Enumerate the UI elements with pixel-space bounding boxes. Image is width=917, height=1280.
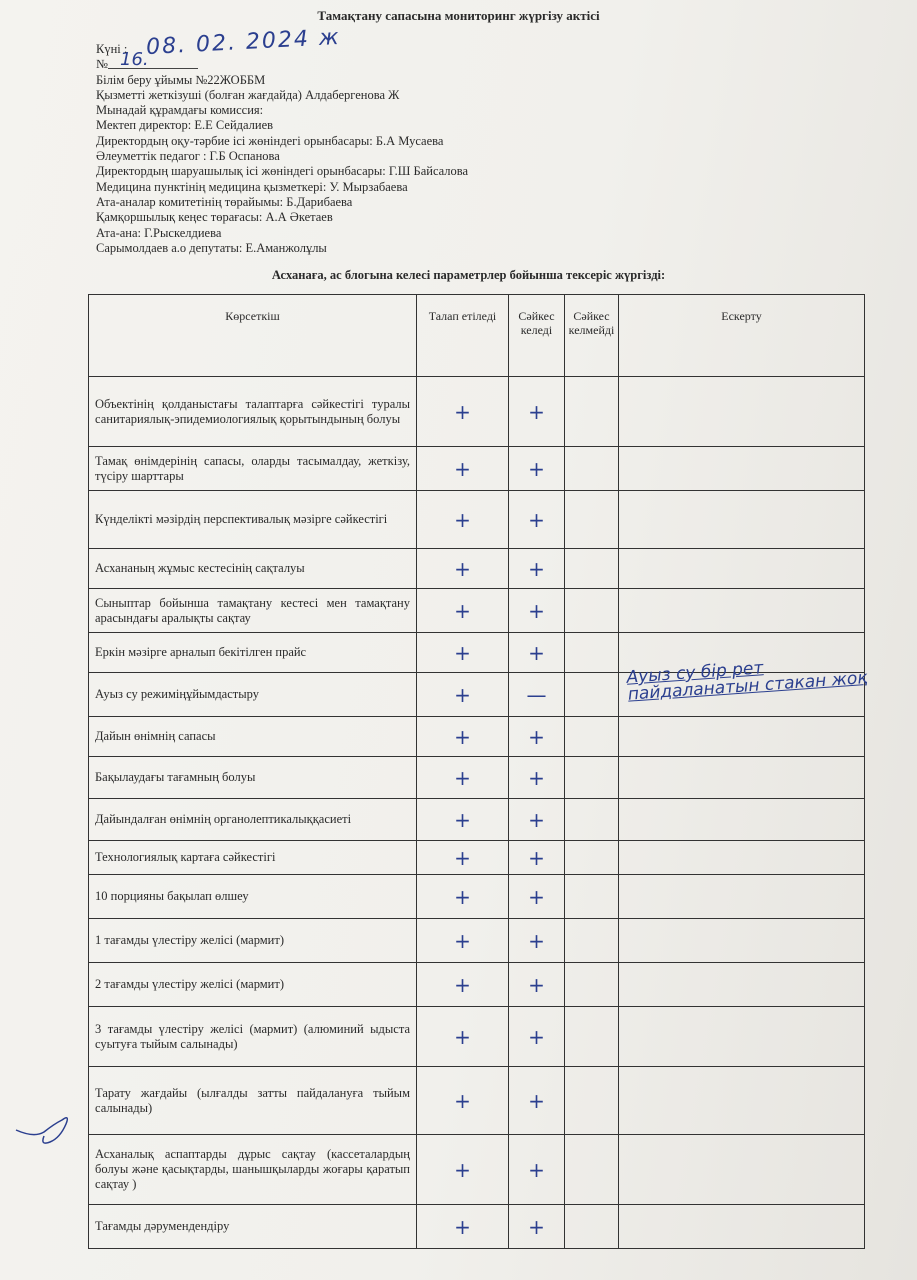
note-cell	[619, 963, 865, 1007]
number-label: №	[96, 57, 108, 72]
noncompliant-mark-cell	[565, 589, 619, 633]
date-label: Күні :	[96, 42, 128, 56]
info-line: Ата-аналар комитетінің төрайымы: Б.Дарибаева	[96, 194, 353, 209]
table-row	[89, 1205, 865, 1249]
required-mark-cell: +	[417, 1135, 509, 1205]
inspection-subtitle: Асханаға, ас блогына келесі параметрлер бойынша тексеріс жүргізді:	[271, 268, 666, 282]
note-cell	[619, 757, 865, 799]
noncompliant-mark-cell	[565, 841, 619, 875]
compliant-mark-cell: +	[509, 757, 565, 799]
required-mark-cell: +	[417, 717, 509, 757]
noncompliant-mark-cell	[565, 491, 619, 549]
info-line: Ата-ана: Г.Рыскелдиева	[96, 225, 222, 240]
note-cell	[619, 1067, 865, 1135]
table-row	[89, 673, 865, 717]
required-mark-cell: +	[417, 377, 509, 447]
note-cell	[619, 799, 865, 841]
required-mark-cell: +	[417, 549, 509, 589]
noncompliant-mark-cell	[565, 1135, 619, 1205]
note-cell	[619, 491, 865, 549]
required-mark-cell: +	[417, 841, 509, 875]
required-mark-cell: +	[417, 1205, 509, 1249]
handwritten-number: 16.	[120, 49, 149, 70]
compliant-mark-cell: +	[509, 1007, 565, 1067]
compliant-mark-cell: +	[509, 377, 565, 447]
compliant-mark-cell: +	[509, 549, 565, 589]
table-row	[89, 1135, 865, 1205]
indicator-cell: Тағамды дәрумендендіру	[89, 1205, 417, 1249]
table-row	[89, 875, 865, 919]
info-line: Қызметті жеткізуші (болған жағдайда) Алдабергенова Ж	[96, 87, 400, 102]
noncompliant-mark-cell	[565, 1007, 619, 1067]
noncompliant-mark-cell	[565, 447, 619, 491]
indicator-cell: Тамақ өнімдерінің сапасы, оларды тасымалдау, жеткізу, түсіру шарттары	[89, 447, 417, 491]
note-cell	[619, 1205, 865, 1249]
compliant-mark-cell: +	[509, 919, 565, 963]
header-info	[96, 42, 468, 256]
compliant-mark-cell: +	[509, 589, 565, 633]
indicator-cell: Ауыз су режиміңұйымдастыру	[89, 673, 417, 717]
compliant-mark-cell: +	[509, 841, 565, 875]
header-note: Ескерту	[619, 295, 865, 377]
noncompliant-mark-cell	[565, 1067, 619, 1135]
indicator-cell: Еркін мәзірге арналып бекітілген прайс	[89, 633, 417, 673]
info-line: Білім беру ұйымы №22ЖОББМ	[96, 72, 266, 87]
table-header-row	[89, 295, 865, 377]
noncompliant-mark-cell	[565, 799, 619, 841]
table-row	[89, 799, 865, 841]
note-cell	[619, 717, 865, 757]
compliant-mark-cell: +	[509, 1205, 565, 1249]
handwritten-note: Ауыз су бір рет пайдаланатын стакан жоқ	[625, 658, 869, 705]
compliant-mark-cell: +	[509, 633, 565, 673]
indicator-cell: Бақылаудағы тағамның болуы	[89, 757, 417, 799]
compliant-mark-cell: +	[509, 491, 565, 549]
required-mark-cell: +	[417, 1007, 509, 1067]
info-line: Әлеуметтік педагог : Г.Б Оспанова	[96, 149, 280, 164]
compliant-mark-cell: +	[509, 447, 565, 491]
noncompliant-mark-cell	[565, 1205, 619, 1249]
noncompliant-mark-cell	[565, 377, 619, 447]
indicator-cell: 3 тағамды үлестіру желісі (мармит) (алюминий ыдыста суытуға тыйым салынады)	[89, 1007, 417, 1067]
table-row	[89, 549, 865, 589]
required-mark-cell: +	[417, 1067, 509, 1135]
inspection-table	[88, 294, 869, 1249]
noncompliant-mark-cell	[565, 919, 619, 963]
info-line: Мектеп директор: Е.Е Сейдалиев	[96, 118, 274, 133]
indicator-cell: 2 тағамды үлестіру желісі (мармит)	[89, 963, 417, 1007]
noncompliant-mark-cell	[565, 549, 619, 589]
indicator-cell: 10 порцияны бақылап өлшеу	[89, 875, 417, 919]
header-indicator: Көрсеткіш	[89, 295, 417, 377]
compliant-mark-cell: +	[509, 963, 565, 1007]
header-noncompliant: Сәйкес келмейді	[565, 295, 619, 377]
indicator-cell: Асхананың жұмыс кестесінің сақталуы	[89, 549, 417, 589]
compliant-mark-cell: +	[509, 717, 565, 757]
table-row	[89, 1007, 865, 1067]
note-cell	[619, 377, 865, 447]
required-mark-cell: +	[417, 633, 509, 673]
indicator-cell: Сыныптар бойынша тамақтану кестесі мен тамақтану арасындағы аралықты сақтау	[89, 589, 417, 633]
table-row	[89, 717, 865, 757]
compliant-mark-cell: +	[509, 799, 565, 841]
required-mark-cell: +	[417, 875, 509, 919]
required-mark-cell: +	[417, 799, 509, 841]
table-row	[89, 757, 865, 799]
indicator-cell: Дайындалған өнімнің органолептикалыққасиеті	[89, 799, 417, 841]
note-cell	[619, 875, 865, 919]
handwritten-date: 08. 02. 2024 ж	[145, 24, 342, 61]
note-cell	[619, 841, 865, 875]
noncompliant-mark-cell	[565, 875, 619, 919]
required-mark-cell: +	[417, 757, 509, 799]
note-cell	[619, 1007, 865, 1067]
indicator-cell: Асханалық аспаптарды дұрыс сақтау (кассеталардың болуы және қасықтарды, шанышқыларды жоғары қаратып сақтау )	[89, 1135, 417, 1205]
required-mark-cell: +	[417, 919, 509, 963]
noncompliant-mark-cell	[565, 633, 619, 673]
info-line: Директордың оқу-тәрбие ісі жөніндегі орынбасары: Б.А Мусаева	[96, 133, 444, 148]
noncompliant-mark-cell	[565, 717, 619, 757]
indicator-cell: Дайын өнімнің сапасы	[89, 717, 417, 757]
indicator-cell: Күнделікті мәзірдің перспективалық мәзірге сәйкестігі	[89, 491, 417, 549]
compliant-mark-cell: —	[509, 673, 565, 717]
table-row	[89, 447, 865, 491]
noncompliant-mark-cell	[565, 963, 619, 1007]
info-line: Медицина пунктінің медицина қызметкері: У. Мырзабаева	[96, 179, 408, 194]
note-cell	[619, 1135, 865, 1205]
indicator-cell: Технологиялық картаға сәйкестігі	[89, 841, 417, 875]
info-line: Директордың шаруашылық ісі жөніндегі орынбасары: Г.Ш Байсалова	[96, 164, 469, 179]
note-cell	[619, 447, 865, 491]
note-cell	[619, 919, 865, 963]
info-line: Қамқоршылық кеңес төрағасы: А.А Әкетаев	[96, 210, 333, 225]
required-mark-cell: +	[417, 673, 509, 717]
info-line: Сарымолдаев а.о депутаты: Е.Аманжолұлы	[96, 240, 327, 255]
table-row	[89, 491, 865, 549]
compliant-mark-cell: +	[509, 1067, 565, 1135]
document-title: Тамақтану сапасына мониторинг жүргізу актісі	[317, 8, 600, 23]
noncompliant-mark-cell	[565, 673, 619, 717]
margin-signature	[14, 1110, 74, 1150]
note-cell	[619, 589, 865, 633]
compliant-mark-cell: +	[509, 1135, 565, 1205]
compliant-mark-cell: +	[509, 875, 565, 919]
table-row	[89, 589, 865, 633]
header-compliant: Сәйкес келеді	[509, 295, 565, 377]
indicator-cell: Тарату жағдайы (ылғалды затты пайдалануға тыйым салынады)	[89, 1067, 417, 1135]
note-cell	[619, 549, 865, 589]
table-row	[89, 919, 865, 963]
required-mark-cell: +	[417, 963, 509, 1007]
header-required: Талап етіледі	[417, 295, 509, 377]
table-row	[89, 963, 865, 1007]
required-mark-cell: +	[417, 491, 509, 549]
table-row	[89, 377, 865, 447]
indicator-cell: Объектінің қолданыстағы талаптарға сәйкестігі туралы санитариялық-эпидемиологиялық қорытындының болуы	[89, 377, 417, 447]
note-cell	[619, 658, 869, 717]
required-mark-cell: +	[417, 447, 509, 491]
table-row	[89, 1067, 865, 1135]
noncompliant-mark-cell	[565, 757, 619, 799]
table-row	[89, 841, 865, 875]
required-mark-cell: +	[417, 589, 509, 633]
info-line: Мынадай құрамдағы комиссия:	[96, 103, 264, 118]
indicator-cell: 1 тағамды үлестіру желісі (мармит)	[89, 919, 417, 963]
table-body	[89, 377, 869, 1249]
